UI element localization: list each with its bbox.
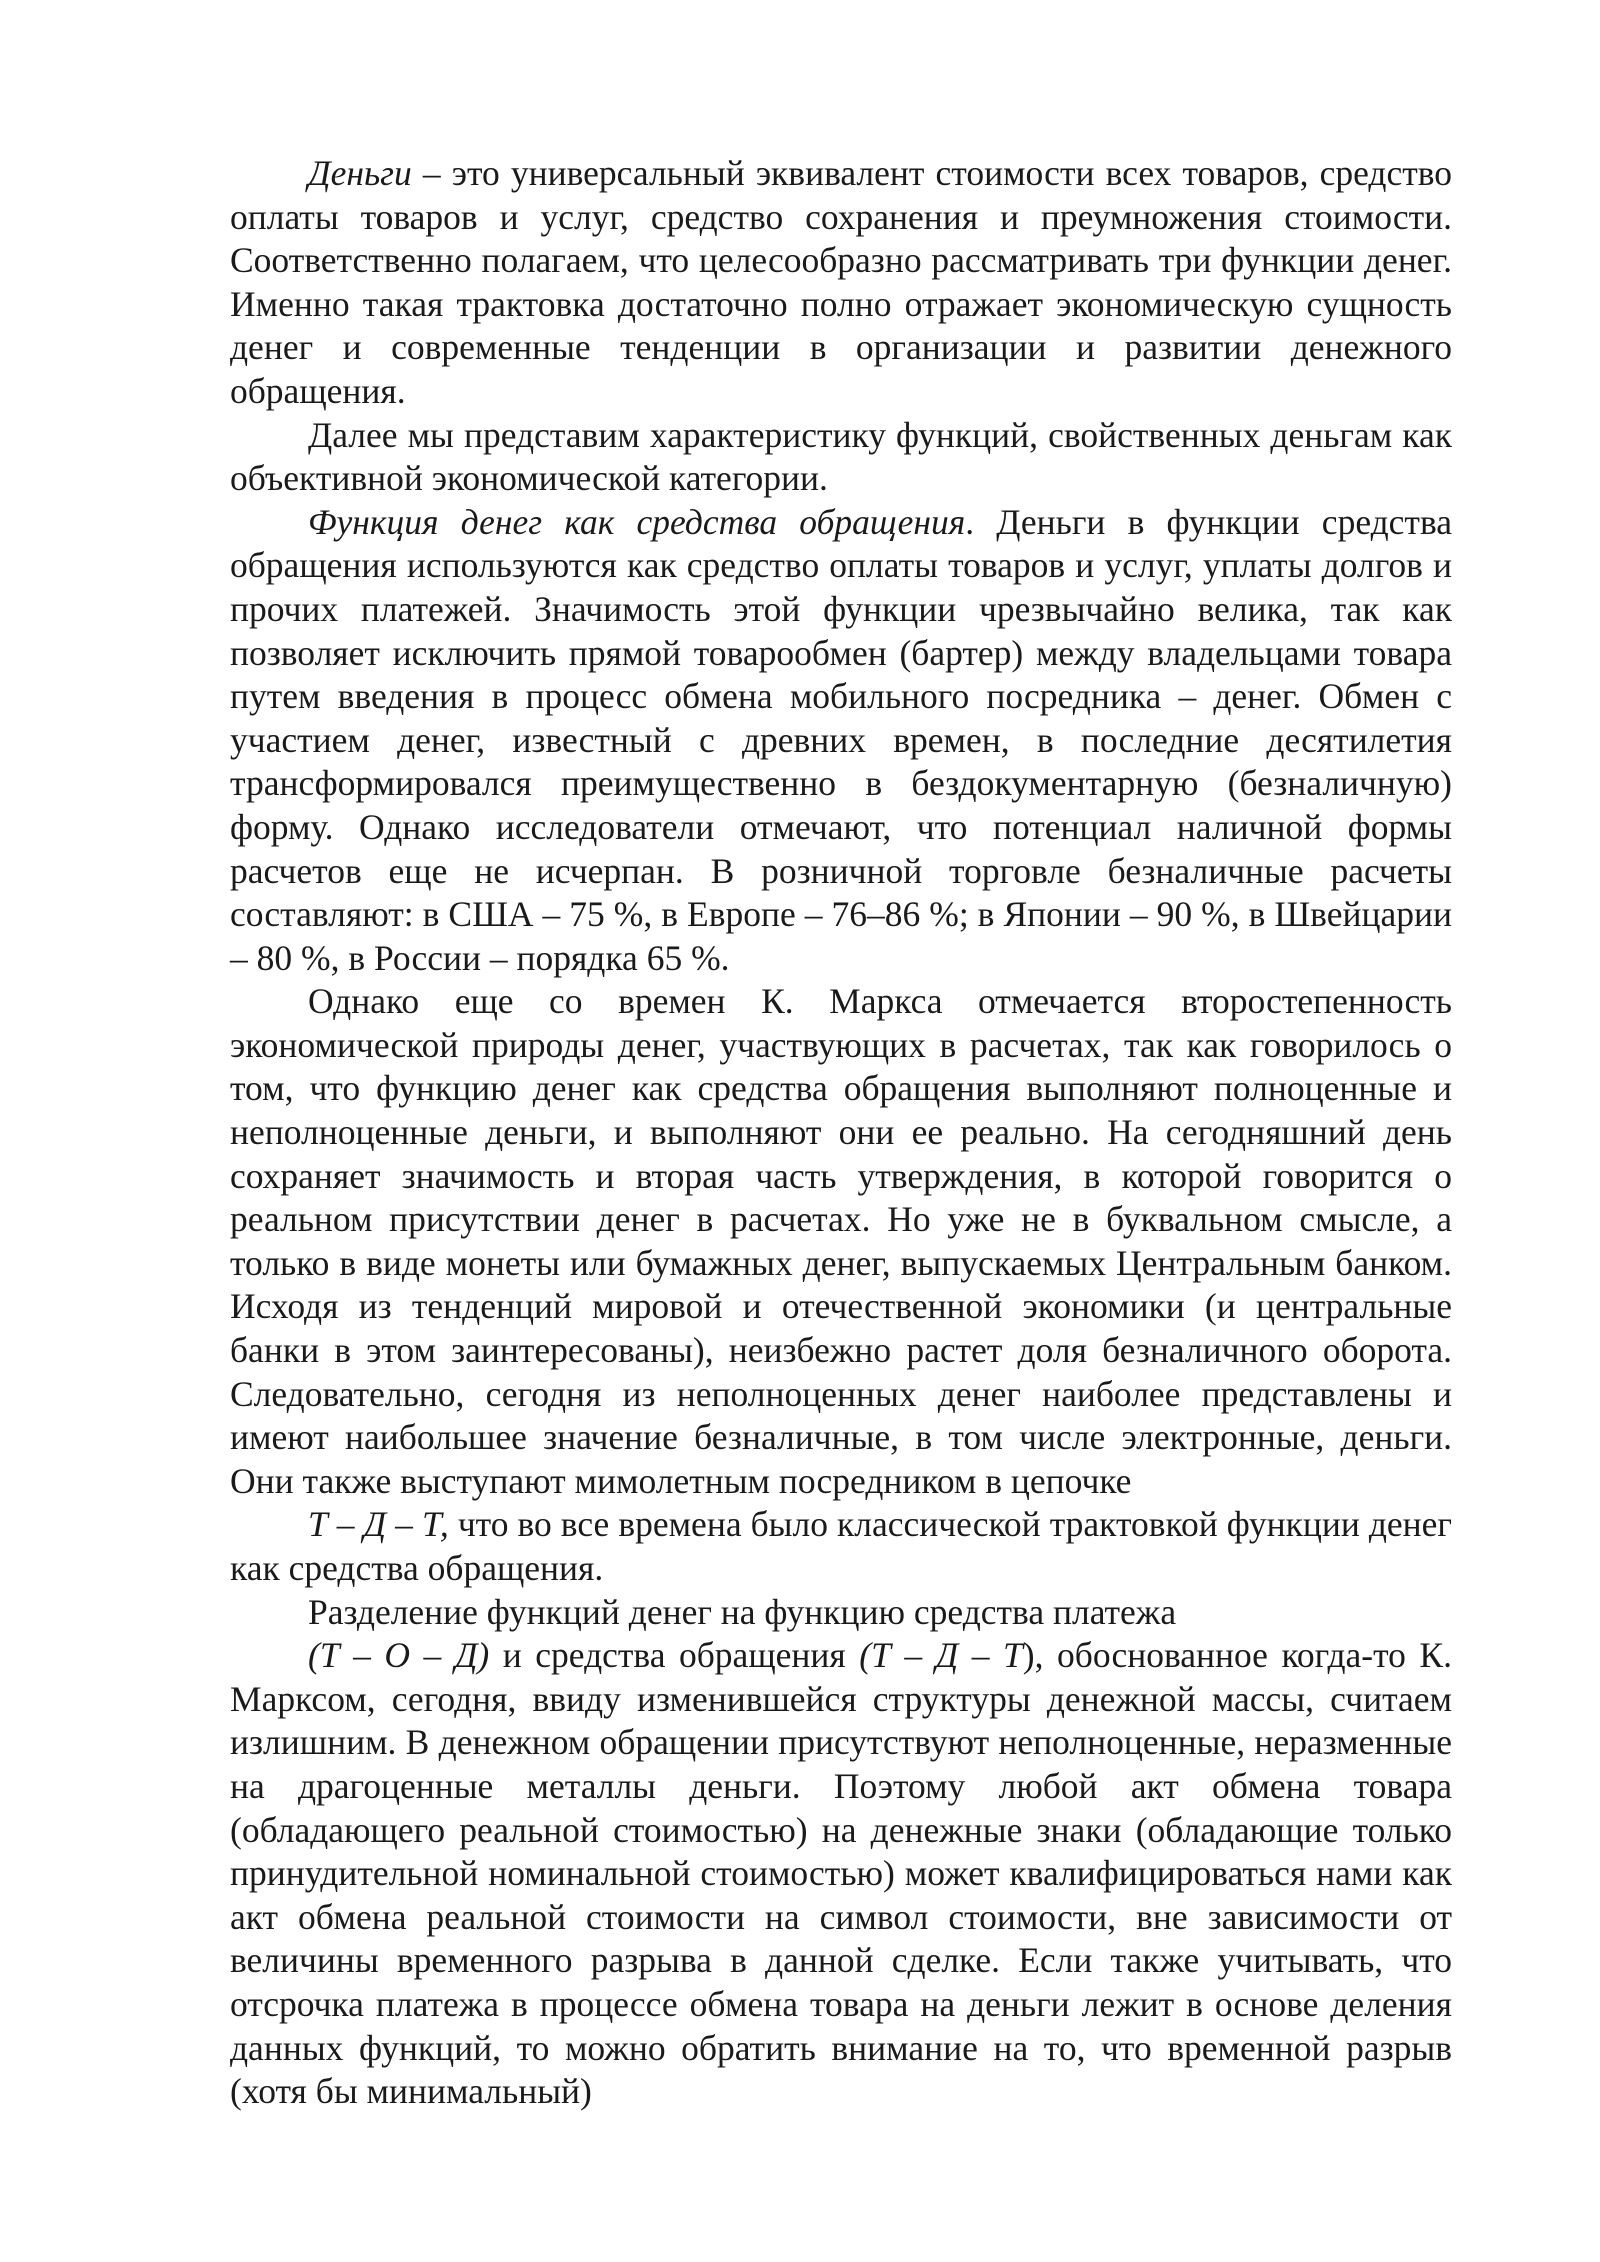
paragraph-text: Далее мы представим характеристику функций, свойственных деньгам как объективной экономической категории. (230, 414, 1452, 499)
paragraph-text: ), обоснованное когда-то К. Марксом, сегодня, ввиду изменившейся структуры денежной массы, считаем излишним. В денежном обращении присутствуют неполноценные, неразменные на драгоценные металлы деньги. Поэтому любой акт обмена товара (обладающего реальной стоимостью) на денежные знаки (обладающие только принудительной номинальной стоимостью) может квалифицироваться нами как акт обмена реальной стоимости на символ стоимости, вне зависимости от величины временного разрыва в данной сделке. Если также учитывать, что отсрочка платежа в процессе обмена товара на деньги лежит в основе деления данных функций, то можно обратить внимание на то, что временной разрыв (хотя бы минимальный) (230, 1635, 1452, 2112)
paragraph-payment-function (230, 1634, 1452, 2114)
document-page (230, 152, 1452, 2114)
formula-tdt-2: (Т – Д – Т (859, 1635, 1023, 1676)
paragraph-text: . Деньги в функции средства обращения используются как средство оплаты товаров и услуг, уплаты долгов и прочих платежей. Значимость этой функции чрезвычайно велика, так как позволяет исключить прямой товарообмен (бартер) между владельцами товара путем введения в процесс обмена мобильного посредника – денег. Обмен с участием денег, известный с древних времен, в последние десятилетия трансформировался преимущественно в бездокументарную (безналичную) форму. Однако исследователи отмечают, что потенциал наличной формы расчетов еще не исчерпан. В розничной торговле безналичные расчеты составляют: в США – 75 %, в Европе – 76–86 %; в Японии – 90 %, в Швейцарии – 80 %, в России – порядка 65 %. (230, 501, 1452, 978)
paragraph-marx (230, 980, 1452, 1503)
paragraph-text: Однако еще со времен К. Маркса отмечается второстепенность экономической природы денег, участвующих в расчетах, так как говорилось о том, что функцию денег как средства обращения выполняют полноценные и неполноценные деньги, и выполняют они ее реально. На сегодняшний день сохраняет значимость и вторая часть утверждения, в которой говорится о реальном присутствии денег в расчетах. Но уже не в буквальном смысле, а только в виде монеты или бумажных денег, выпускаемых Центральным банком. Исходя из тенденций мировой и отечественной экономики (и центральные банки в этом заинтересованы), неизбежно растет доля безналичного оборота. Следовательно, сегодня из неполноценных денег наиболее представлены и имеют наибольшее значение безналичные, в том числе электронные, деньги. Они также выступают мимолетным посредником в цепочке (230, 981, 1452, 1501)
term-money: Деньги (308, 153, 412, 193)
paragraph-text: – это универсальный эквивалент стоимости всех товаров, средство оплаты товаров и услуг, средство сохранения и преумножения стоимости. Соответственно полагаем, что целесообразно рассматривать три функции денег. Именно такая трактовка достаточно полно отражает экономическую сущность денег и современные тенденции в организации и развитии денежного обращения. (230, 153, 1452, 411)
formula-tod: (Т – О – Д) (308, 1635, 490, 1676)
paragraph-functions-intro (230, 414, 1452, 501)
paragraph-formula-tdt (230, 1503, 1452, 1590)
paragraph-text: Разделение функций денег на функцию средства платежа (308, 1591, 1177, 1632)
paragraph-text: и средства обращения (489, 1635, 860, 1676)
term-medium-of-exchange: Функция денег как средства обращения (308, 501, 966, 542)
paragraph-money-definition (230, 152, 1452, 414)
paragraph-division-of-functions (230, 1591, 1452, 1635)
formula-tdt: Т – Д – Т, (308, 1504, 449, 1545)
paragraph-text: что во все времена было классической трактовкой функции денег как средства обращения. (230, 1504, 1452, 1588)
paragraph-medium-of-exchange (230, 501, 1452, 981)
